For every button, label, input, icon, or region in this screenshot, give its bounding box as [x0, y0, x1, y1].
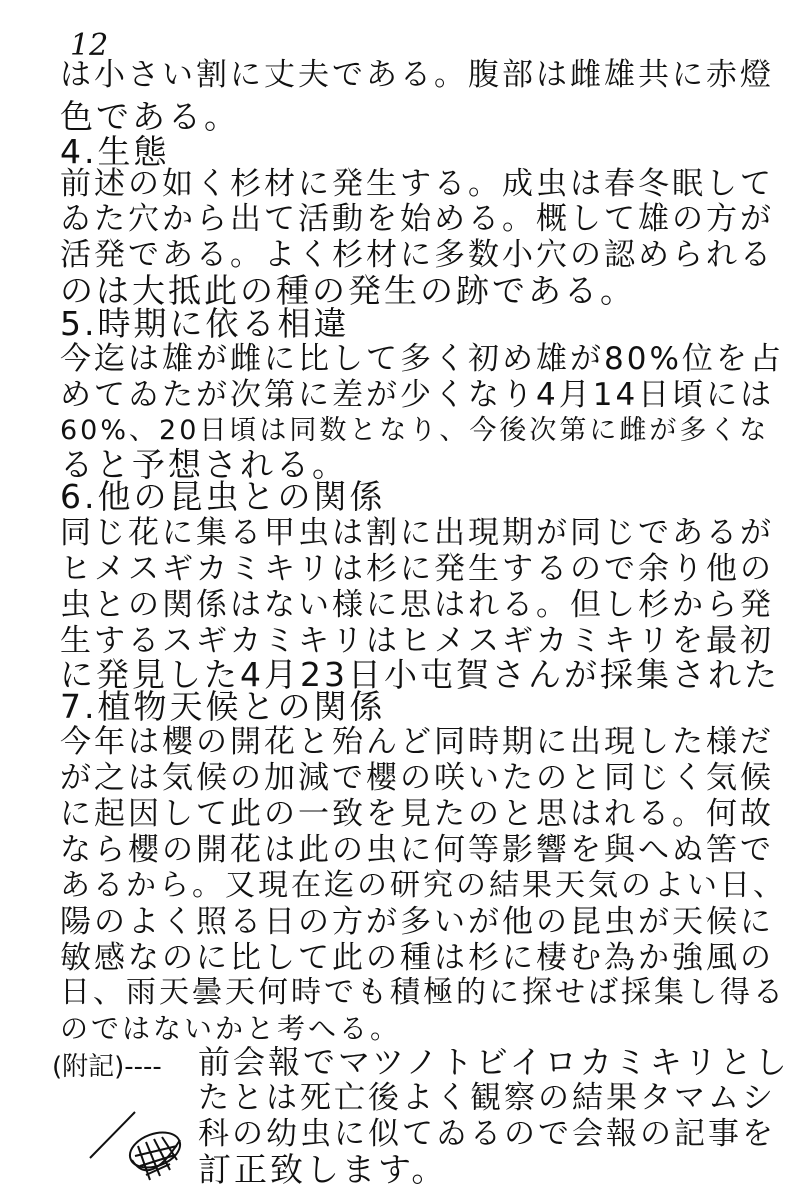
text-line: ると予想される。 — [60, 445, 348, 484]
text-line: が之は気候の加減で櫻の咲いたのと同じく気候 — [60, 760, 774, 796]
note-line: 科の幼虫に似てゐるので会報の記事を — [198, 1116, 776, 1152]
section-heading: 7.植物天候との関係 — [60, 687, 386, 726]
note-label: (附記)---- — [52, 1052, 162, 1082]
text-line: ゐた穴から出て活動を始める。概して雄の方が — [60, 201, 774, 237]
text-line: 前述の如く杉材に発生する。成虫は春冬眠して — [60, 166, 774, 202]
text-line: 虫との関係はない様に思はれる。但し杉から発 — [60, 587, 774, 623]
text-line: は小さい割に丈夫である。腹部は雌雄共に赤燈 — [60, 57, 774, 93]
text-line: 活発である。よく杉材に多数小穴の認められる — [60, 237, 774, 273]
text-line: 同じ花に集る甲虫は割に出現期が同じであるが — [60, 515, 774, 551]
note-line: 前会報でマツノトビイロカミキリとし — [198, 1043, 790, 1081]
text-line: 日、雨天曇天何時でも積極的に探せば採集し得る — [60, 975, 786, 1010]
insect-net-icon — [80, 1060, 190, 1190]
page-number: 12 — [70, 28, 109, 63]
text-line: なら櫻の開花は此の虫に何等影響を與へぬ筈で — [60, 832, 774, 868]
section-heading: 4.生態 — [60, 132, 170, 171]
text-line: 敏感なのに比して此の種は杉に棲む為か強風の — [60, 940, 774, 976]
text-line: に発見した4月23日小屯賀さんが採集された — [60, 655, 780, 694]
text-line: のは大抵此の種の発生の跡である。 — [60, 271, 636, 310]
text-line: あるから。又現在迄の研究の結果天気のよい日、 — [60, 868, 786, 903]
text-line: に起因して此の一致を見たのと思はれる。何故 — [60, 796, 774, 832]
section-heading: 6.他の昆虫との関係 — [60, 477, 386, 516]
text-line: のではないかと考へる。 — [60, 1012, 402, 1045]
text-line: 60%、20日頃は同数となり、今後次第に雌が多くな — [60, 415, 770, 446]
text-line: 陽のよく照る日の方が多いが他の昆虫が天候に — [60, 904, 774, 940]
text-line: ヒメスギカミキリは杉に発生するので余り他の — [60, 551, 774, 587]
text-line: めてゐたが次第に差が少くなり4月14日頃には — [60, 377, 775, 413]
section-heading: 5.時期に依る相違 — [60, 304, 350, 343]
text-line: 今年は櫻の開花と殆んど同時期に出現した様だ — [60, 724, 774, 760]
note-line: 訂正致します。 — [198, 1150, 448, 1189]
text-line: 今迄は雄が雌に比して多く初め雄が80%位を占 — [60, 341, 784, 377]
text-line: 色である。 — [60, 97, 240, 136]
note-line: たとは死亡後よく観察の結果タマムシ — [198, 1080, 776, 1116]
text-line: 生するスギカミキリはヒメスギカミキリを最初 — [60, 623, 774, 659]
